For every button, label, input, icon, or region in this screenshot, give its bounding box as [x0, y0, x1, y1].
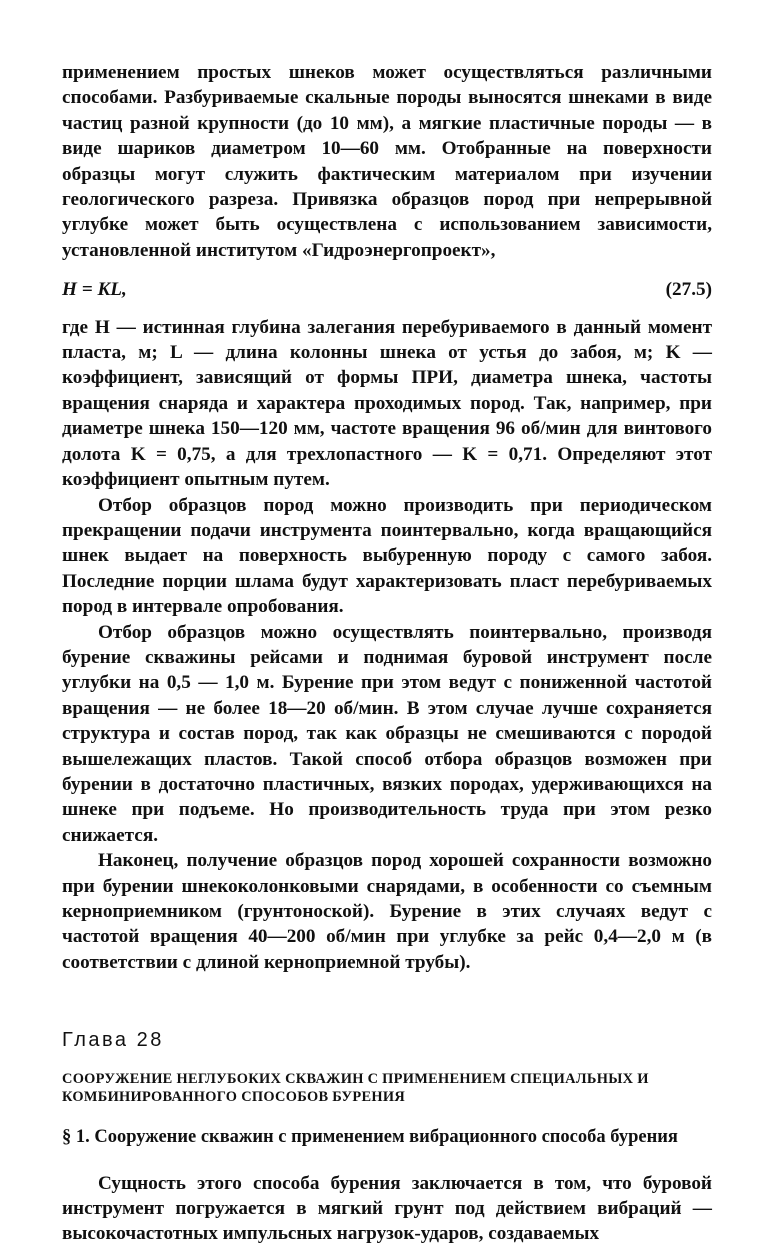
chapter-title: СООРУЖЕНИЕ НЕГЛУБОКИХ СКВАЖИН С ПРИМЕНЕНИЕМ СПЕЦИАЛЬНЫХ И КОМБИНИРОВАННОГО СПОСОБОВ БУРЕНИЯ — [62, 1070, 649, 1105]
formula-number: (27.5) — [665, 279, 712, 301]
document-page — [62, 60, 712, 1247]
paragraph-sampling-periodic: Отбор образцов пород можно производить при периодическом прекращении подачи инструмента поинтервально, когда вращающийся шнек выдает на поверхность выбуренную породу с самого забоя. Последние порции шлама будут характеризовать пласт перебуриваемых пород в интервале опробования. — [62, 494, 712, 618]
section-body-paragraph: Сущность этого способа бурения заключается в том, что буровой инструмент погружается в мягкий грунт под действием вибраций — высокочастотных импульсных нагрузок-ударов, создаваемых — [62, 1172, 712, 1245]
paragraph-definitions: где H — истинная глубина залегания перебуриваемого в данный момент пласта, м; L — длина колонны шнека от устья до забоя, м; K — коэффициент, зависящий от формы ПРИ, диаметра шнека, частоты вращения снаряда и характера проходимых пород. Так, например, при диаметре шнека 150—120 мм, частоте вращения 96 об/мин для винтового долота K = 0,75, а для трехлопастного — K = 0,71. Определяют этот коэффициент опытным путем. — [62, 316, 712, 491]
formula-27-5 — [62, 277, 712, 302]
chapter-label: Глава 28 — [62, 1029, 164, 1052]
formula-expression: H = KL, — [62, 279, 127, 301]
paragraph-intro: применением простых шнеков может осуществляться различными способами. Разбуриваемые скальные породы выносятся шнеками в виде частиц разной крупности (до 10 мм), а мягкие пластичные породы — в виде шариков диаметром 10—60 мм. Отобранные на поверхности образцы могут служить фактическим материалом при изучении геологического разреза. Привязка образцов пород при непрерывной углубке может быть осуществлена с использованием зависимости, установленной институтом «Гидроэнергопроект», — [62, 62, 712, 261]
section-title: § 1. Сооружение скважин с применением вибрационного способа бурения — [62, 1126, 678, 1147]
paragraph-sampling-interval: Отбор образцов можно осуществлять поинтервально, производя бурение скважины рейсами и поднимая буровой инструмент после углубки на 0,5 — 1,0 м. Бурение при этом ведут с пониженной частотой вращения — не более 18—20 об/мин. В этом случае лучше сохраняется структура и состав пород, так как образцы не смешиваются с породой вышележащих пластов. Такой способ отбора образцов возможен при бурении в достаточно пластичных, вязких породах, удерживающихся на шнеке при подъеме. Но производительность труда при этом резко снижается. — [62, 621, 712, 846]
paragraph-core-sampling: Наконец, получение образцов пород хорошей сохранности возможно при бурении шнекоколонковыми снарядами, в особенности со съемным керноприемником (грунтоноской). Бурение в этих случаях ведут с частотой вращения 40—200 об/мин при углубке за рейс 0,4—2,0 м (в соответствии с длиной керноприемной трубы). — [62, 850, 712, 973]
